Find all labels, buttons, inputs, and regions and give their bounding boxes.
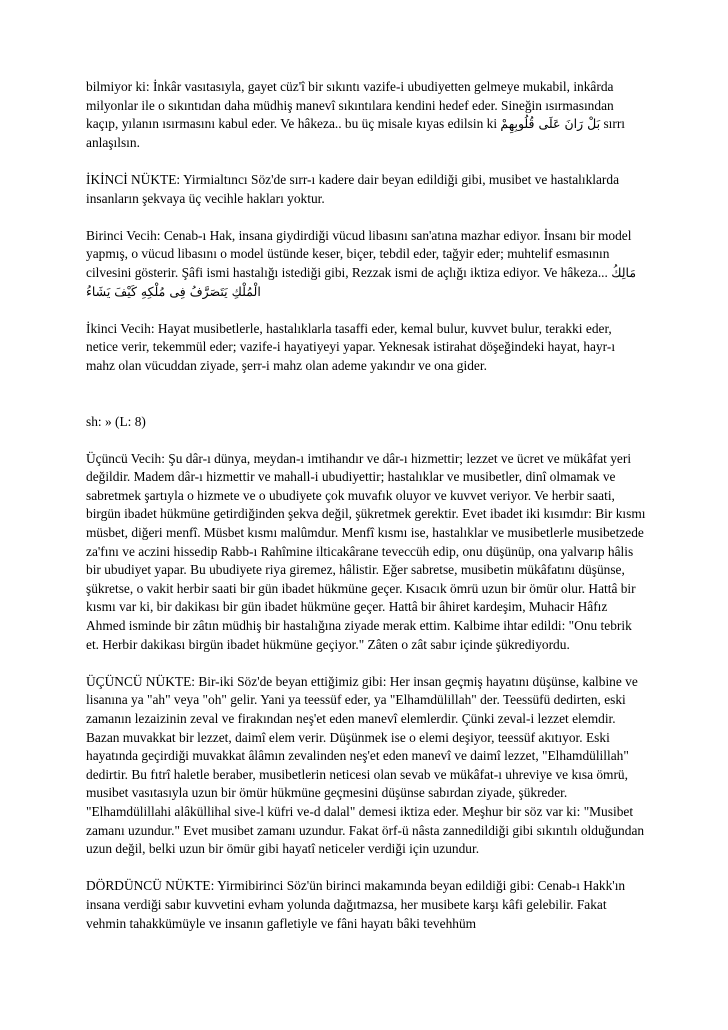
paragraph-ikinci-nukte: İKİNCİ NÜKTE: Yirmialtıncı Söz'de sırr-ı kadere dair beyan edildiği gibi, musibet ve hastalıklarda insanların şekvaya üç vecihle hakları yoktur. <box>86 171 620 206</box>
paragraph-text: bilmiyor ki: İnkâr vasıtasıyla, gayet cüz'î bir sıkıntı vazife-i ubudiyetten gelmeye mukabil, inkârda milyonlar ile o sıkıntıdan daha müdhiş manevî sıkıntılara kendini hedef eder. Sineğin ısırmasından kaçıp, yılanın ısırmasını kabul eder. Ve hâkeza.. bu üç misale kıyas edilsin ki <box>86 79 614 132</box>
paragraph-ucuncu-vecih: Üçüncü Vecih: Şu dâr-ı dünya, meydan-ı imtihandır ve dâr-ı hizmettir; lezzet ve ücret ve mükâfat yeri değildir. Madem dâr-ı hizmettir ve mahall-i ubudiyettir; hastalıklar ve musibetler, dinî olmamak ve sabretmek şartıyla o hizmete ve o ubudiyete çok muvafık oluyor ve kuvvet veriyor. Ve herbir saati, birgün ibadet hükmüne getirdiğinden şekva değil, şükretmek gerektir. Evet ibadet iki kısımdır: Bir kısmı müsbet, diğeri menfî. Müsbet kısmı malûmdur. Menfî kısmı ise, hastalıklar ve musibetlerle musibetzede za'fını ve aczini hissedip Rabb-ı Rahîmine ilticakârane teveccüh edip, onu düşünüp, ona yalvarıp hâlis bir ubudiyet yapar. Bu ubudiyete riya giremez, hâlistir. Eğer sabretse, musibetin mükâfatını düşünse, şükretse, o vakit herbir saati bir gün ibadet hükmüne geçer. Kısacık ömrü uzun bir ömür olur. Hattâ bir kısmı var ki, bir dakikası bir gün ibadet hükmüne geçer. Hattâ bir âhiret kardeşim, Muhacir Hâfız Ahmed isminde bir zâtın müdhiş bir hastalığına ziyade merak ettim. Kalbime ihtar edildi: "Onu tebrik et. Herbir dakikası birgün ibadet hükmüne geçiyor." Zâten o zât sabır içinde şükrediyordu. <box>86 450 646 652</box>
paragraph-text: Birinci Vecih: Cenab-ı Hak, insana giydirdiği vücud libasını san'atına mazhar ediyor. İnsanı bir model yapmış, o vücud libasını o model üstünde keser, biçer, tebdil eder, tağyir eder; muhtelif esmasının cilvesini gösterir. Şâfi ismi hastalığı istediği gibi, Rezzak ismi de açlığı iktiza ediyor. Ve hâkeza... <box>86 227 632 280</box>
page-marker: sh: » (L: 8) <box>86 413 146 429</box>
document-page <box>86 78 646 952</box>
paragraph-birinci-vecih <box>86 227 646 301</box>
paragraph-ucuncu-nukte: ÜÇÜNCÜ NÜKTE: Bir-iki Söz'de beyan ettiğimiz gibi: Her insan geçmiş hayatını düşünse, kalbine ve lisanına ya "ah" veya "oh" gelir. Yani ya teessüf eder, ya "Elhamdülillah" der. Teessüfü dedirten, eski zamanın lezaizinin zeval ve firakından neş'et eden manevî elemlerdir. Çünki zeval-i lezzet elemdir. Bazan muvakkat bir lezzet, daimî elem verir. Düşünmek ise o elemi deşiyor, teessüf akıtıyor. Eski hayatında geçirdiği muvakkat âlâmın zevalinden neş'et eden manevî ve daimî lezzet, "Elhamdülillah" dedirtir. Bu fıtrî haletle beraber, musibetlerin neticesi olan sevab ve mükâfat-ı uhreviye ve kısa ömrü, musibet vasıtasıyla uzun bir ömür hükmüne geçmesini düşünse sabırdan ziyade, şükreder. "Elhamdülillahi alâküllihal sive-l küfri ve-d dalal" demesi iktiza eder. Meşhur bir söz var ki: "Musibet zamanı uzundur." Evet musibet zamanı uzundur. Fakat örf-ü nâsta zannedildiği gibi sıkıntılı olduğundan uzun değil, belki uzun bir ömür gibi hayatî neticeler verdiği için uzundur. <box>86 673 645 857</box>
paragraph-dorduncu-nukte: DÖRDÜNCÜ NÜKTE: Yirmibirinci Söz'ün birinci makamında beyan edildiği gibi: Cenab-ı Hakk'ın insana verdiği sabır kuvvetini evham yolunda dağıtmazsa, her musibete karşı kâfi gelebilir. Fakat vehmin tahakkümüyle ve insanın gafletiyle ve fâni hayatı bâki tevehhüm <box>86 878 626 931</box>
paragraph-intro <box>86 78 646 152</box>
paragraph-ikinci-vecih: İkinci Vecih: Hayat musibetlerle, hastalıklarla tasaffi eder, kemal bulur, kuvvet bulur, terakki eder, netice verir, tekemmül eder; vazife-i hayatiyeyi yapar. Yeknesak istirahat döşeğindeki hayat, hayr-ı mahz olan vücuddan ziyade, şerr-i mahz olan ademe yakındır ve ona gider. <box>86 320 616 373</box>
paragraph-text-end: sırrı anlaşılsın. <box>86 116 626 150</box>
arabic-phrase: مَالِكُ الْمُلْكِ يَتَصَرَّفُ فِى مُلْكِهِ كَيْفَ يَشَاءُ <box>86 264 637 299</box>
arabic-phrase: بَلْ رَانَ عَلَى قُلُوبِهِمْ <box>500 116 601 132</box>
